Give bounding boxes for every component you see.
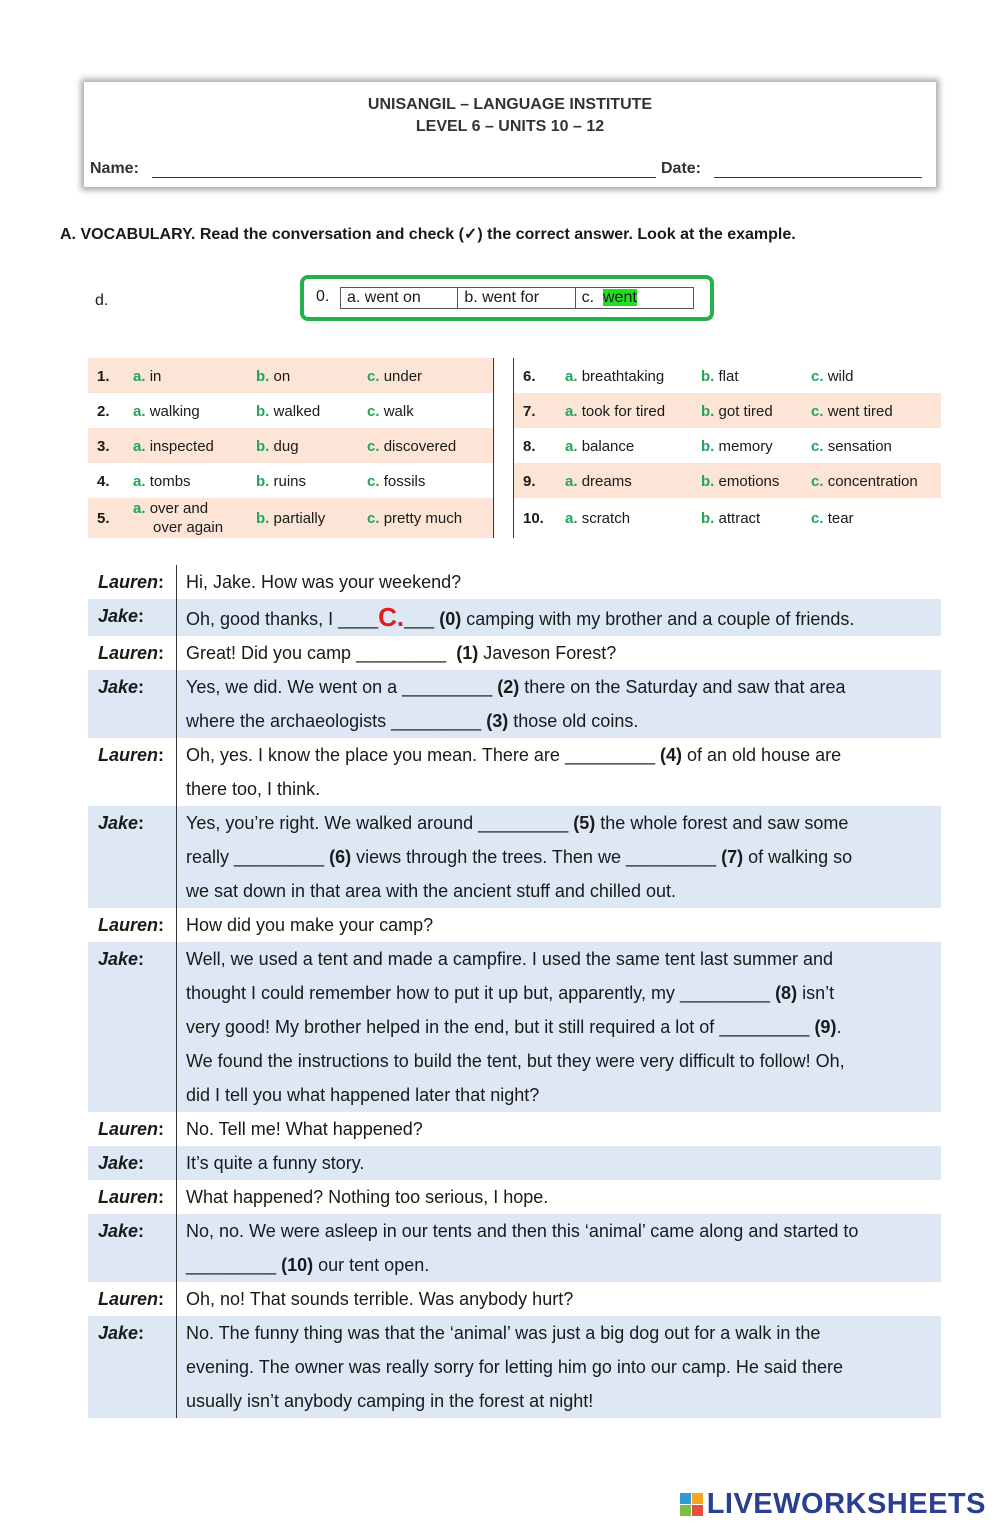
- example-option-a: a. went on: [341, 288, 458, 308]
- option-row-3: 3. a. inspected b. dug c. discovered: [88, 428, 493, 463]
- option-8c[interactable]: c. sensation: [811, 438, 892, 455]
- option-row-5: 5. a. over and over again b. partially c. pretty much: [88, 498, 493, 538]
- option-3b[interactable]: b. dug: [256, 438, 299, 455]
- answer-0: C.: [378, 602, 405, 632]
- blank-3[interactable]: _________: [391, 711, 482, 731]
- option-4c[interactable]: c. fossils: [367, 473, 426, 490]
- dialogue-line: Lauren: How did you make your camp?: [88, 908, 941, 942]
- dialogue-line: Lauren: Oh, no! That sounds terrible. Was anybody hurt?: [88, 1282, 941, 1316]
- blank-5[interactable]: _________: [478, 813, 569, 833]
- blank-2[interactable]: _________: [402, 677, 493, 697]
- blank-0[interactable]: ____C.___: [338, 602, 435, 632]
- dialogue-line: Jake: It’s quite a funny story.: [88, 1146, 941, 1180]
- blank-9[interactable]: _________: [719, 1017, 810, 1037]
- liveworksheets-logo-icon: [680, 1493, 704, 1517]
- options-table-right: [513, 358, 941, 538]
- institute-title: UNISANGIL – LANGUAGE INSTITUTE: [367, 96, 653, 113]
- dialogue-line: Jake: Well, we used a tent and made a campfire. I used the same tent last summer and thought I could remember how to put it up but, apparently, my _________ (8) isn’t very good! My brother helped in the end, but it still required a lot of _________ (9). We found the instructions to build the tent, but they were very difficult to follow! Oh, did I tell you what happened later that night?: [88, 942, 941, 1112]
- dialogue-line: Jake: No, no. We were asleep in our tents and then this ‘animal’ came along and started to _________ (10) our tent open.: [88, 1214, 941, 1282]
- blank-6[interactable]: _________: [234, 847, 325, 867]
- option-2a[interactable]: a. walking: [133, 403, 200, 420]
- option-2c[interactable]: c. walk: [367, 403, 414, 420]
- option-10a[interactable]: a. scratch: [565, 510, 631, 527]
- option-7b[interactable]: b. got tired: [701, 403, 773, 420]
- option-6a[interactable]: a. breathtaking: [565, 368, 665, 385]
- option-6b[interactable]: b. flat: [701, 368, 739, 385]
- section-instruction: A. VOCABULARY. Read the conversation and check (✓) the correct answer. Look at the example.: [60, 226, 796, 243]
- blank-4[interactable]: _________: [564, 745, 655, 765]
- dialogue-line: Lauren: What happened? Nothing too serious, I hope.: [88, 1180, 941, 1214]
- blank-8[interactable]: _________: [679, 983, 771, 1003]
- option-row-4: 4. a. tombs b. ruins c. fossils: [97, 473, 426, 490]
- option-5c[interactable]: c. pretty much: [367, 510, 463, 527]
- conversation: [88, 565, 941, 1418]
- header-box: [84, 82, 936, 187]
- option-1a[interactable]: a. in: [133, 368, 162, 385]
- level-title: LEVEL 6 – UNITS 10 – 12: [415, 118, 605, 135]
- dialogue-line: Lauren: Oh, yes. I know the place you mean. There are _________ (4) of an old house are there too, I think.: [88, 738, 941, 806]
- option-5a[interactable]: a. over and over again: [133, 500, 224, 536]
- name-label: Name:: [90, 160, 139, 177]
- option-row-1: 1. a. in b. on c. under: [88, 358, 493, 393]
- blank-7[interactable]: _________: [625, 847, 717, 867]
- option-9b[interactable]: b. emotions: [701, 473, 780, 490]
- option-10b[interactable]: b. attract: [701, 510, 761, 527]
- date-field[interactable]: [714, 177, 922, 178]
- example-option-b: b. went for: [458, 288, 575, 308]
- option-2b[interactable]: b. walked: [256, 403, 321, 420]
- dialogue-line: Jake: No. The funny thing was that the ‘animal’ was just a big dog out for a walk in the evening. The owner was really sorry for letting him go into our camp. He said there usually isn’t anybody camping in the forest at night!: [88, 1316, 941, 1418]
- option-row-7: 7. a. took for tired b. got tired c. went tired: [514, 393, 941, 428]
- brand-text: LIVEWORKSHEETS: [706, 1488, 986, 1520]
- options-table-left: [88, 358, 494, 538]
- example-box: [300, 275, 714, 321]
- example-answer: went: [603, 289, 637, 306]
- dialogue-line: Lauren: Great! Did you camp _________ (1) Javeson Forest?: [88, 636, 941, 670]
- option-6c[interactable]: c. wild: [811, 368, 854, 385]
- option-1b[interactable]: b. on: [256, 368, 291, 385]
- option-row-6: 6. a. breathtaking b. flat c. wild: [523, 368, 854, 385]
- blank-10[interactable]: _________: [186, 1255, 277, 1275]
- liveworksheets-brand: [680, 1488, 986, 1521]
- side-label: d.: [95, 292, 109, 309]
- dialogue-line: Jake: Oh, good thanks, I ____C.___ (0) camping with my brother and a couple of friends.: [88, 599, 941, 636]
- dialogue-line: Jake: Yes, we did. We went on a _________ (2) there on the Saturday and saw that area where the archaeologists _________ (3) those old coins.: [88, 670, 941, 738]
- option-8a[interactable]: a. balance: [565, 438, 635, 455]
- option-3c[interactable]: c. discovered: [367, 438, 457, 455]
- option-9a[interactable]: a. dreams: [565, 473, 632, 490]
- option-4b[interactable]: b. ruins: [256, 473, 307, 490]
- example-option-c: c. went: [581, 289, 637, 306]
- option-8b[interactable]: b. memory: [701, 438, 773, 455]
- blank-1[interactable]: _________: [356, 643, 447, 663]
- option-1c[interactable]: c. under: [367, 368, 423, 385]
- option-row-2: 2. a. walking b. walked c. walk: [97, 403, 414, 420]
- dialogue-line: Jake: Yes, you’re right. We walked around _________ (5) the whole forest and saw some really _________ (6) views through the trees. Then we _________ (7) of walking so we sat down in that area with the ancient stuff and chilled out.: [88, 806, 941, 908]
- date-label: Date:: [661, 160, 702, 177]
- dialogue-line: Lauren: No. Tell me! What happened?: [88, 1112, 941, 1146]
- option-row-10: 10. a. scratch b. attract c. tear: [523, 510, 854, 527]
- example-number: 0.: [316, 288, 330, 305]
- option-row-8: 8. a. balance b. memory c. sensation: [523, 438, 892, 455]
- option-4a[interactable]: a. tombs: [133, 473, 191, 490]
- option-10c[interactable]: c. tear: [811, 510, 854, 527]
- option-row-9: 9. a. dreams b. emotions c. concentration: [514, 463, 941, 498]
- dialogue-line: Lauren: Hi, Jake. How was your weekend?: [88, 565, 941, 599]
- option-5b[interactable]: b. partially: [256, 510, 326, 527]
- option-7a[interactable]: a. took for tired: [565, 403, 666, 420]
- name-field[interactable]: [152, 177, 656, 178]
- option-9c[interactable]: c. concentration: [811, 473, 918, 490]
- option-3a[interactable]: a. inspected: [133, 438, 214, 455]
- option-7c[interactable]: c. went tired: [811, 403, 893, 420]
- example-options: [340, 287, 694, 309]
